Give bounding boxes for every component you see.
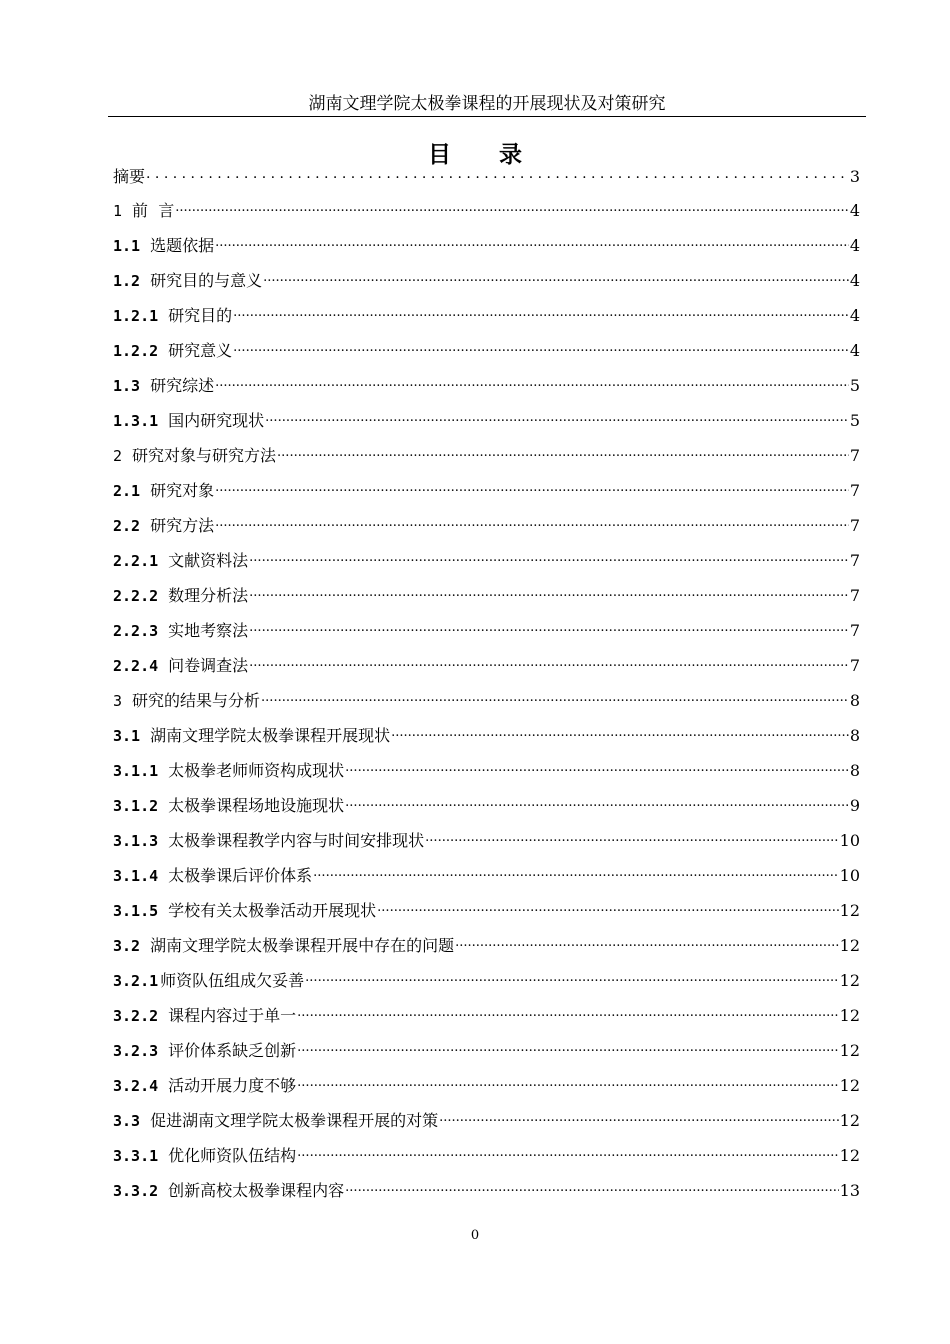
toc-entry-number: 3.1.4 xyxy=(113,867,159,885)
toc-leader-dots xyxy=(249,655,849,677)
toc-entry[interactable] xyxy=(113,793,860,817)
toc-entry-label xyxy=(113,480,214,502)
toc-entry-page: 10 xyxy=(839,831,860,850)
toc-entry-page: 12 xyxy=(839,971,860,990)
toc-entry-page: 8 xyxy=(849,726,860,745)
toc-entry-page: 7 xyxy=(849,481,860,500)
toc-leader-dots xyxy=(345,760,849,782)
toc-entry-label xyxy=(113,1075,296,1097)
header-title: 湖南文理学院太极拳课程的开展现状及对策研究 xyxy=(308,94,666,114)
toc-entry-text: 研究意义 xyxy=(168,341,233,360)
toc-entry-label xyxy=(113,200,174,222)
toc-entry-page: 12 xyxy=(839,1006,860,1025)
toc-entry[interactable] xyxy=(113,828,860,852)
toc-entry-number: 1.3.1 xyxy=(113,412,159,430)
toc-leader-dots xyxy=(249,620,849,642)
toc-entry-page: 3 xyxy=(849,167,860,186)
toc-entry-label xyxy=(113,1180,344,1202)
toc-entry-text: 太极拳课程场地设施现状 xyxy=(168,796,345,815)
toc-entry-label xyxy=(113,1040,296,1062)
toc-entry-page: 10 xyxy=(839,866,860,885)
toc-entry-text: 活动开展力度不够 xyxy=(168,1076,297,1095)
toc-leader-dots xyxy=(261,690,849,712)
toc-entry-label xyxy=(113,970,304,992)
toc-entry-text: 实地考察法 xyxy=(168,621,249,640)
toc-leader-dots xyxy=(391,725,849,747)
toc-entry[interactable] xyxy=(113,338,860,362)
toc-entry-number: 1.2.2 xyxy=(113,342,159,360)
toc-entry-text: 数理分析法 xyxy=(168,586,249,605)
toc-entry[interactable] xyxy=(113,303,860,327)
toc-entry[interactable] xyxy=(113,1003,860,1027)
toc-entry-label xyxy=(113,760,344,782)
toc-entry-text: 研究综述 xyxy=(150,376,215,395)
toc-entry-number: 3.1.5 xyxy=(113,902,159,920)
toc-leader-dots xyxy=(455,935,839,957)
toc-entry-page: 5 xyxy=(849,376,860,395)
toc-entry-number: 2.2.4 xyxy=(113,657,159,675)
toc-entry-number: 3.2.4 xyxy=(113,1077,159,1095)
toc-entry-label xyxy=(113,725,390,747)
toc-entry-label xyxy=(113,270,262,292)
toc-entry-label xyxy=(113,305,232,327)
toc-entry-page: 13 xyxy=(839,1181,860,1200)
toc-leader-dots xyxy=(305,970,838,992)
toc-leader-dots xyxy=(345,795,849,817)
toc-leader-dots xyxy=(425,830,838,852)
toc-entry[interactable] xyxy=(113,268,860,292)
toc-entry[interactable] xyxy=(113,583,860,607)
toc-leader-dots xyxy=(297,1075,838,1097)
toc-entry-page: 12 xyxy=(839,1146,860,1165)
toc-entry-number: 3.3.1 xyxy=(113,1147,159,1165)
toc-entry[interactable] xyxy=(113,408,860,432)
toc-entry[interactable] xyxy=(113,863,860,887)
toc-entry-text: 研究目的 xyxy=(168,306,233,325)
toc-entry[interactable] xyxy=(113,898,860,922)
toc-leader-dots xyxy=(249,550,849,572)
toc-entry-page: 7 xyxy=(849,516,860,535)
toc-entry-page: 4 xyxy=(849,201,860,220)
toc-entry-label xyxy=(113,1005,296,1027)
toc-entry-number: 3.2.3 xyxy=(113,1042,159,1060)
toc-entry-label xyxy=(113,690,260,712)
toc-entry-page: 7 xyxy=(849,586,860,605)
toc-entry-text: 太极拳老师师资构成现状 xyxy=(168,761,345,780)
toc-entry-label xyxy=(113,1145,296,1167)
toc-entry-text: 太极拳课后评价体系 xyxy=(168,866,313,885)
toc-leader-dots xyxy=(215,480,849,502)
toc-entry-label xyxy=(113,830,424,852)
toc-entry[interactable] xyxy=(113,443,860,467)
toc-entry[interactable] xyxy=(113,723,860,747)
toc-entry-number: 3.1.1 xyxy=(113,762,159,780)
toc-title-right: 录 xyxy=(499,142,522,168)
toc-entry-label xyxy=(113,550,248,572)
toc-entry-page: 9 xyxy=(849,796,860,815)
toc-leader-dots xyxy=(263,270,849,292)
page-number: 0 xyxy=(470,1228,480,1243)
toc-entry-text: 促进湖南文理学院太极拳课程开展的对策 xyxy=(150,1111,439,1130)
toc-leader-dots xyxy=(215,375,849,397)
toc-entry-text: 课程内容过于单一 xyxy=(168,1006,297,1025)
toc-entry-text: 研究的结果与分析 xyxy=(132,691,261,710)
toc-entry-text: 湖南文理学院太极拳课程开展现状 xyxy=(150,726,391,745)
toc-entry-number: 3 xyxy=(113,692,123,710)
toc-entry-number: 3.2 xyxy=(113,937,141,955)
toc-entry[interactable] xyxy=(113,968,860,992)
toc-entry-label xyxy=(113,865,312,887)
toc-entry-page: 7 xyxy=(849,656,860,675)
toc-leader-dots xyxy=(175,200,849,222)
toc-entry-number: 1.2 xyxy=(113,272,141,290)
toc-entry-text: 太极拳课程教学内容与时间安排现状 xyxy=(168,831,425,850)
toc-entry-number: 2.2.3 xyxy=(113,622,159,640)
toc-entry[interactable] xyxy=(113,618,860,642)
toc-title-left: 目 xyxy=(428,142,451,168)
toc-entry-label xyxy=(113,1110,438,1132)
toc-entry-number: 2.2 xyxy=(113,517,141,535)
toc-entry[interactable] xyxy=(113,1143,860,1167)
toc-entry-text: 优化师资队伍结构 xyxy=(168,1146,297,1165)
toc-entry-page: 4 xyxy=(849,341,860,360)
toc-entry-number: 3.3 xyxy=(113,1112,141,1130)
toc-entry[interactable] xyxy=(113,1038,860,1062)
toc-entry-number: 3.2.1 xyxy=(113,972,159,990)
toc-entry-page: 4 xyxy=(849,271,860,290)
toc-entry-page: 12 xyxy=(839,1111,860,1130)
toc-entry-number: 1.3 xyxy=(113,377,141,395)
toc-entry-text: 摘要 xyxy=(113,167,146,186)
toc-entry-label xyxy=(113,235,214,257)
toc-entry[interactable] xyxy=(113,688,860,712)
toc-entry-text: 研究对象与研究方法 xyxy=(132,446,277,465)
toc-entry-page: 4 xyxy=(849,306,860,325)
toc-entry-text: 研究对象 xyxy=(150,481,215,500)
toc-entry-label xyxy=(113,900,376,922)
toc-leader-dots xyxy=(297,1040,838,1062)
toc-entry-number: 3.2.2 xyxy=(113,1007,159,1025)
toc-entry[interactable] xyxy=(113,1073,860,1097)
toc-entry-number: 3.3.2 xyxy=(113,1182,159,1200)
toc-entry-page: 5 xyxy=(849,411,860,430)
toc-entry-page: 12 xyxy=(839,1041,860,1060)
toc-entry-number: 1 xyxy=(113,202,123,220)
toc-entry-number: 3.1.3 xyxy=(113,832,159,850)
toc-entry-page: 12 xyxy=(839,1076,860,1095)
toc-entry[interactable] xyxy=(113,1178,860,1202)
toc-entry-text: 湖南文理学院太极拳课程开展中存在的问题 xyxy=(150,936,455,955)
toc-entry-label xyxy=(113,655,248,677)
toc-entry-page: 7 xyxy=(849,446,860,465)
toc-leader-dots xyxy=(345,1180,838,1202)
toc-entry[interactable] xyxy=(113,653,860,677)
toc-entry-text: 选题依据 xyxy=(150,236,215,255)
toc-entry-page: 8 xyxy=(849,761,860,780)
toc-entry-number: 2 xyxy=(113,447,123,465)
toc-entry-text: 前 言 xyxy=(132,201,175,220)
toc-entry-text: 学校有关太极拳活动开展现状 xyxy=(168,901,377,920)
toc-entry-page: 7 xyxy=(849,551,860,570)
toc-entry-label xyxy=(113,620,248,642)
toc-entry[interactable] xyxy=(113,548,860,572)
toc-entry-page: 8 xyxy=(849,691,860,710)
toc-leader-dots xyxy=(377,900,838,922)
toc-leader-dots xyxy=(233,340,849,362)
toc-entry[interactable] xyxy=(113,513,860,537)
toc-entry[interactable] xyxy=(113,233,860,257)
toc-entry-page: 4 xyxy=(849,236,860,255)
toc-entry[interactable] xyxy=(113,164,860,188)
toc-entry-number: 2.1 xyxy=(113,482,141,500)
toc-entry-number: 3.1.2 xyxy=(113,797,159,815)
toc-entry-label xyxy=(113,166,145,188)
toc-entry-label xyxy=(113,340,232,362)
toc-entry[interactable] xyxy=(113,1108,860,1132)
toc-entry-number: 2.2.2 xyxy=(113,587,159,605)
toc-entry[interactable] xyxy=(113,478,860,502)
toc-entry-text: 文献资料法 xyxy=(168,551,249,570)
toc-leader-dots xyxy=(265,410,849,432)
toc-leader-dots xyxy=(215,235,849,257)
toc-leader-dots xyxy=(297,1005,838,1027)
toc-entry[interactable] xyxy=(113,758,860,782)
toc-leader-dots xyxy=(146,166,849,188)
toc-entry-text: 问卷调查法 xyxy=(168,656,249,675)
toc-entry[interactable] xyxy=(113,373,860,397)
toc-entry[interactable] xyxy=(113,933,860,957)
toc-entry-number: 2.2.1 xyxy=(113,552,159,570)
toc-leader-dots xyxy=(249,585,849,607)
toc-leader-dots xyxy=(439,1110,839,1132)
toc-leader-dots xyxy=(313,865,838,887)
toc-leader-dots xyxy=(297,1145,838,1167)
toc-entry-label xyxy=(113,445,276,467)
toc-leader-dots xyxy=(233,305,849,327)
toc-entry-text: 国内研究现状 xyxy=(168,411,265,430)
toc-leader-dots xyxy=(215,515,849,537)
toc-entry-page: 12 xyxy=(839,901,860,920)
toc-entry-text: 研究目的与意义 xyxy=(150,271,263,290)
toc-entry-text: 师资队伍组成欠妥善 xyxy=(160,971,305,990)
toc-entry-page: 12 xyxy=(839,936,860,955)
toc-entry-text: 评价体系缺乏创新 xyxy=(168,1041,297,1060)
page-header xyxy=(108,92,866,117)
toc-entry-text: 研究方法 xyxy=(150,516,215,535)
toc-entry-number: 1.2.1 xyxy=(113,307,159,325)
toc-entry-label xyxy=(113,795,344,817)
toc-leader-dots xyxy=(277,445,849,467)
toc-entry[interactable] xyxy=(113,198,860,222)
toc-entry-label xyxy=(113,375,214,397)
toc-entry-label xyxy=(113,935,454,957)
toc-entry-number: 1.1 xyxy=(113,237,141,255)
toc-entry-number: 3.1 xyxy=(113,727,141,745)
toc-entry-text: 创新高校太极拳课程内容 xyxy=(168,1181,345,1200)
toc-entry-page: 7 xyxy=(849,621,860,640)
toc-entry-label xyxy=(113,585,248,607)
toc-entry-label xyxy=(113,515,214,537)
toc-entry-label xyxy=(113,410,264,432)
